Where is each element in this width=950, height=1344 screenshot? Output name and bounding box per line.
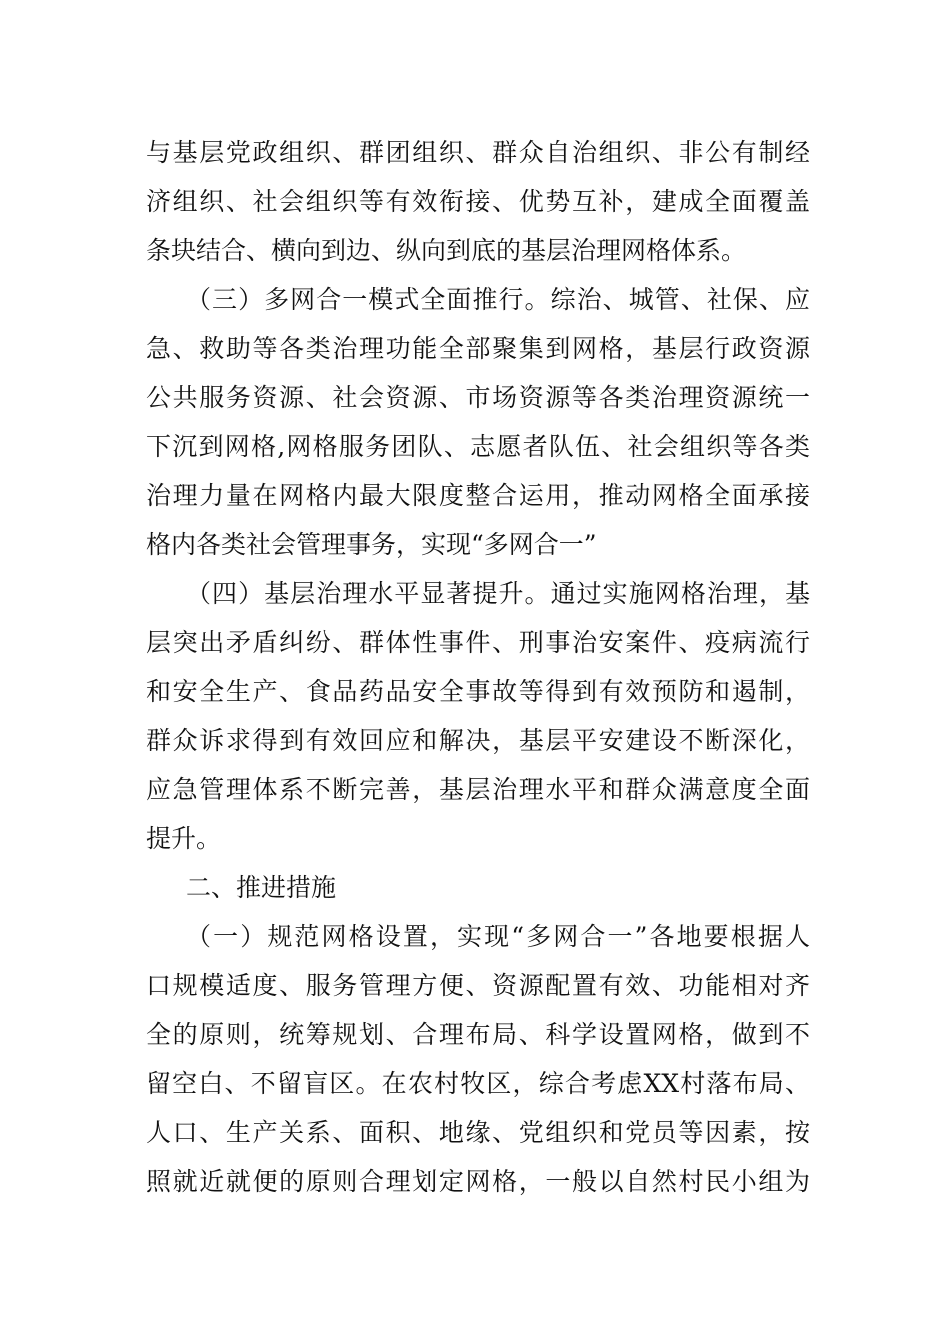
text-line: 和安全生产、食品药品安全事故等得到有效预防和遏制， xyxy=(146,677,810,706)
paragraph-heading-three: （三）多网合一模式全面推行。综治、城管、社保、应 xyxy=(186,285,810,314)
body-text xyxy=(146,128,810,1206)
text-line: 人口、生产关系、面积、地缘、党组织和党员等因素，按 xyxy=(146,1118,810,1147)
text-line: 与基层党政组织、群团组织、群众自治组织、非公有制经 xyxy=(146,138,810,167)
text-line: 格内各类社会管理事务，实现“多网合一” xyxy=(146,530,597,559)
text-line: 公共服务资源、社会资源、市场资源等各类治理资源统一 xyxy=(146,383,810,412)
text-line: 急、救助等各类治理功能全部聚集到网格，基层行政资源 xyxy=(146,334,810,363)
text-line: 留空白、不留盲区。在农村牧区，综合考虑XX村落布局、 xyxy=(146,1069,810,1098)
text-line: 群众诉求得到有效回应和解决，基层平安建设不断深化， xyxy=(146,726,810,755)
section-heading: 二、推进措施 xyxy=(186,873,337,902)
paragraph-heading-one: （一）规范网格设置，实现“多网合一”各地要根据人 xyxy=(186,922,810,951)
text-line: 提升。 xyxy=(146,824,222,853)
text-line: 应急管理体系不断完善，基层治理水平和群众满意度全面 xyxy=(146,775,810,804)
text-line: 照就近就便的原则合理划定网格，一般以自然村民小组为 xyxy=(146,1167,810,1196)
paragraph-heading-four: （四）基层治理水平显著提升。通过实施网格治理，基 xyxy=(186,579,810,608)
text-line: 治理力量在网格内最大限度整合运用，推动网格全面承接 xyxy=(146,481,810,510)
text-line: 条块结合、横向到边、纵向到底的基层治理网格体系。 xyxy=(146,236,747,265)
text-line: 济组织、社会组织等有效衔接、优势互补，建成全面覆盖 xyxy=(146,187,810,216)
text-line: 层突出矛盾纠纷、群体性事件、刑事治安案件、疫病流行 xyxy=(146,628,810,657)
text-line: 下沉到网格,网格服务团队、志愿者队伍、社会组织等各类 xyxy=(146,432,810,461)
text-line: 口规模适度、服务管理方便、资源配置有效、功能相对齐 xyxy=(146,971,810,1000)
text-line: 全的原则，统筹规划、合理布局、科学设置网格，做到不 xyxy=(146,1020,810,1049)
